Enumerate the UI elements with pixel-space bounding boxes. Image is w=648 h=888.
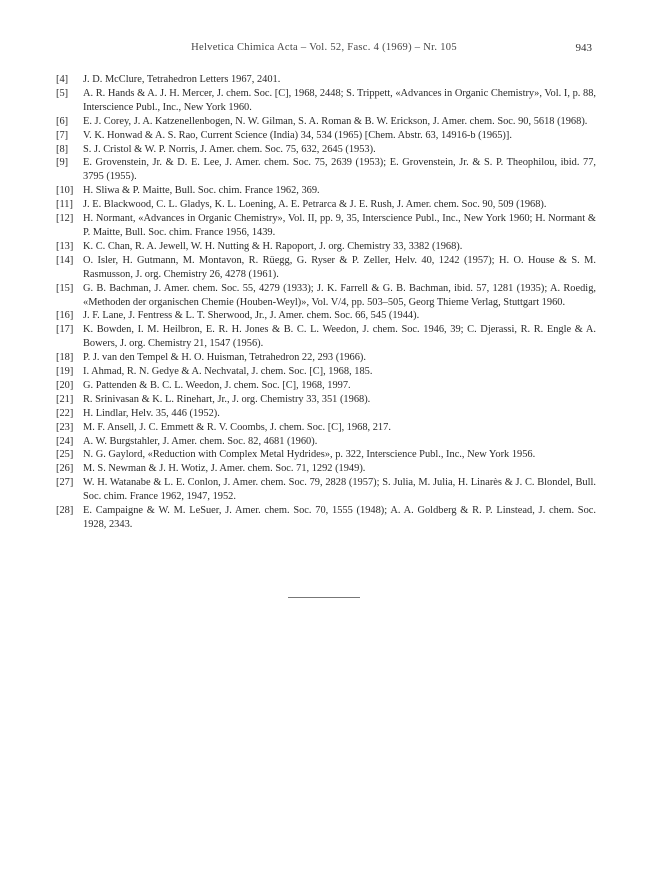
reference-item <box>56 504 596 532</box>
reference-item <box>56 462 596 476</box>
reference-text: W. H. Watanabe & L. E. Conlon, J. Amer. chem. Soc. 79, 2828 (1957); S. Julia, M. Julia, H. Linarès & J. C. Blondel, Bull. Soc. chim. France 1962, 1947, 1952. <box>83 477 596 503</box>
reference-number: [8] <box>56 143 69 155</box>
reference-number: [11] <box>56 199 73 211</box>
reference-text: G. B. Bachman, J. Amer. chem. Soc. 55, 4279 (1933); J. K. Farrell & G. B. Bachman, ibid. 57, 1281 (1935); A. Roedig, «Methoden der organischen Chemie (Houben-Weyl)», Vol. V/4, pp. 503–505, Georg Thieme Verlag, Stuttgart 1960. <box>83 282 596 308</box>
reference-item <box>56 309 596 323</box>
reference-text: H. Normant, «Advances in Organic Chemistry», Vol. II, pp. 9, 35, Interscience Publ., Inc., New York 1960; H. Normant & P. Maitte, Bull. Soc. chim. France 1956, 1439. <box>83 213 596 238</box>
reference-number: [25] <box>56 449 74 461</box>
reference-number: [12] <box>56 213 74 225</box>
reference-text: N. G. Gaylord, «Reduction with Complex Metal Hydrides», p. 322, Interscience Publ., Inc., New York 1956. <box>83 449 536 461</box>
reference-item <box>56 448 596 462</box>
reference-item <box>56 198 596 212</box>
reference-item <box>56 323 596 351</box>
reference-number: [6] <box>56 115 69 127</box>
reference-number: [21] <box>56 393 74 405</box>
reference-number: [27] <box>56 477 74 489</box>
reference-number: [13] <box>56 240 74 252</box>
reference-text: I. Ahmad, R. N. Gedye & A. Nechvatal, J. chem. Soc. [C], 1968, 185. <box>83 366 373 378</box>
reference-number: [18] <box>56 352 74 364</box>
reference-item <box>56 435 596 449</box>
reference-number: [10] <box>56 185 74 197</box>
reference-number: [28] <box>56 505 74 517</box>
reference-text: R. Srinivasan & K. L. Rinehart, Jr., J. org. Chemistry 33, 351 (1968). <box>83 393 371 405</box>
reference-item <box>56 143 596 157</box>
reference-number: [5] <box>56 87 69 99</box>
page-header <box>0 42 648 58</box>
reference-item <box>56 73 596 87</box>
reference-text: K. C. Chan, R. A. Jewell, W. H. Nutting & H. Rapoport, J. org. Chemistry 33, 3382 (1968). <box>83 240 463 252</box>
section-divider <box>288 597 360 598</box>
reference-text: E. J. Corey, J. A. Katzenellenbogen, N. W. Gilman, S. A. Roman & B. W. Erickson, J. Amer. chem. Soc. 90, 5618 (1968). <box>83 115 588 127</box>
reference-item <box>56 254 596 282</box>
reference-item <box>56 184 596 198</box>
reference-item <box>56 87 596 115</box>
reference-text: M. F. Ansell, J. C. Emmett & R. V. Coombs, J. chem. Soc. [C], 1968, 217. <box>83 421 391 433</box>
reference-text: A. R. Hands & A. J. H. Mercer, J. chem. Soc. [C], 1968, 2448; S. Trippett, «Advances in Organic Chemistry», Vol. I, p. 88, Interscience Publ., Inc., New York 1960. <box>83 87 596 113</box>
reference-text: H. Lindlar, Helv. 35, 446 (1952). <box>83 407 220 419</box>
reference-text: O. Isler, H. Gutmann, M. Montavon, R. Rüegg, G. Ryser & P. Zeller, Helv. 40, 1242 (1957); H. O. House & S. M. Rasmusson, J. org. Chemistry 26, 4278 (1961). <box>83 254 596 280</box>
reference-item <box>56 282 596 310</box>
reference-number: [19] <box>56 366 74 378</box>
reference-item <box>56 156 596 184</box>
reference-number: [7] <box>56 129 69 141</box>
reference-item <box>56 393 596 407</box>
reference-item <box>56 421 596 435</box>
reference-number: [9] <box>56 157 69 169</box>
reference-item <box>56 351 596 365</box>
reference-number: [24] <box>56 435 74 447</box>
reference-text: K. Bowden, I. M. Heilbron, E. R. H. Jones & B. C. L. Weedon, J. chem. Soc. 1946, 39; C. Djerassi, R. R. Engle & A. Bowers, J. org. Chemistry 21, 1547 (1956). <box>83 324 596 350</box>
reference-text: E. Grovenstein, Jr. & D. E. Lee, J. Amer. chem. Soc. 75, 2639 (1953); E. Grovenstein, Jr. & S. P. Theophilou, ibid. 77, 3795 (1955). <box>83 157 596 183</box>
reference-text: S. J. Cristol & W. P. Norris, J. Amer. chem. Soc. 75, 632, 2645 (1953). <box>83 143 376 155</box>
reference-number: [15] <box>56 282 74 294</box>
page-number: 943 <box>575 42 592 54</box>
reference-text: V. K. Honwad & A. S. Rao, Current Science (India) 34, 534 (1965) [Chem. Abstr. 63, 14916-b (1965)]. <box>83 129 512 141</box>
reference-text: P. J. van den Tempel & H. O. Huisman, Tetrahedron 22, 293 (1966). <box>83 352 366 364</box>
reference-item <box>56 115 596 129</box>
reference-text: J. E. Blackwood, C. L. Gladys, K. L. Loening, A. E. Petrarca & J. E. Rush, J. Amer. chem. Soc. 90, 509 (1968). <box>83 199 547 211</box>
reference-item <box>56 379 596 393</box>
reference-text: H. Sliwa & P. Maitte, Bull. Soc. chim. France 1962, 369. <box>83 185 320 197</box>
reference-item <box>56 476 596 504</box>
reference-number: [23] <box>56 421 74 433</box>
reference-text: M. S. Newman & J. H. Wotiz, J. Amer. chem. Soc. 71, 1292 (1949). <box>83 463 366 475</box>
running-head: Helvetica Chimica Acta – Vol. 52, Fasc. 4 (1969) – Nr. 105 <box>191 42 457 53</box>
reference-list <box>56 73 596 532</box>
reference-item <box>56 407 596 421</box>
reference-text: A. W. Burgstahler, J. Amer. chem. Soc. 82, 4681 (1960). <box>83 435 318 447</box>
reference-item <box>56 365 596 379</box>
reference-text: J. F. Lane, J. Fentress & L. T. Sherwood, Jr., J. Amer. chem. Soc. 66, 545 (1944). <box>83 310 420 322</box>
reference-item <box>56 240 596 254</box>
reference-number: [17] <box>56 324 74 336</box>
reference-item <box>56 212 596 240</box>
reference-number: [26] <box>56 463 74 475</box>
reference-number: [20] <box>56 379 74 391</box>
reference-number: [22] <box>56 407 74 419</box>
reference-number: [4] <box>56 74 69 85</box>
reference-number: [14] <box>56 254 74 266</box>
reference-text: J. D. McClure, Tetrahedron Letters 1967, 2401. <box>83 74 281 85</box>
reference-text: G. Pattenden & B. C. L. Weedon, J. chem. Soc. [C], 1968, 1997. <box>83 379 351 391</box>
reference-text: E. Campaigne & W. M. LeSuer, J. Amer. chem. Soc. 70, 1555 (1948); A. A. Goldberg & R. P. Linstead, J. chem. Soc. 1928, 2343. <box>83 505 596 530</box>
reference-item <box>56 129 596 143</box>
reference-number: [16] <box>56 310 74 322</box>
